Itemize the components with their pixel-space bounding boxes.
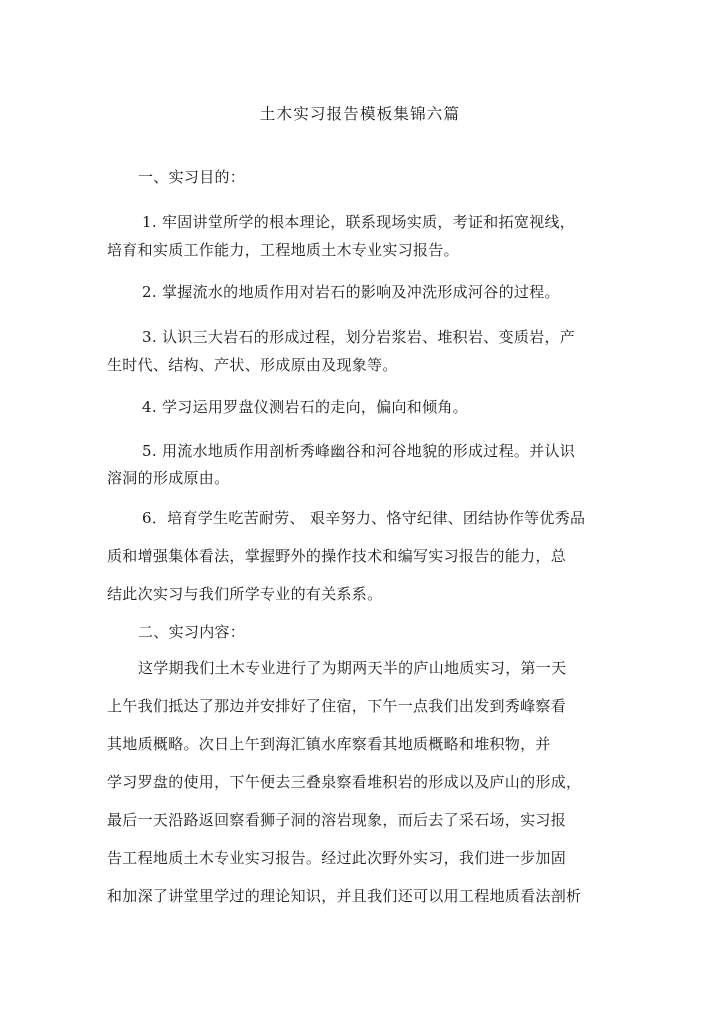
- purpose-2-line-1: 2. 掌握流水的地质作用对岩石的影响及冲洗形成河谷的过程。: [142, 283, 560, 301]
- purpose-5-line-2: 溶洞的形成原由。: [107, 469, 230, 487]
- purpose-3-line-2: 生时代、结构、产状、形成原由及现象等。: [107, 356, 398, 374]
- purpose-6-line-3: 结此次实习与我们所学专业的有关系系。: [107, 585, 383, 603]
- purpose-1-line-2: 培育和实质工作能力，工程地质土木专业实习报告。: [107, 241, 459, 259]
- section-heading-content: 二、实习内容：: [138, 623, 246, 641]
- content-line-5: 最后一天沿路返回察看狮子洞的溶岩现象，而后去了采石场，实习报: [107, 811, 567, 829]
- content-line-6: 告工程地质土木专业实习报告。经过此次野外实习，我们进一步加固: [107, 849, 567, 867]
- content-line-7: 和加深了讲堂里学过的理论知识，并且我们还可以用工程地质看法剖析: [107, 887, 582, 905]
- section-heading-purpose: 一、实习目的：: [138, 168, 246, 186]
- content-line-4: 学习罗盘的使用，下午便去三叠泉察看堆积岩的形成以及庐山的形成，: [107, 773, 582, 791]
- content-line-2: 上午我们抵达了那边并安排好了住宿，下午一点我们出发到秀峰察看: [107, 697, 567, 715]
- purpose-4-line-1: 4. 学习运用罗盘仪测岩石的走向，偏向和倾角。: [142, 398, 468, 416]
- purpose-6-line-1: 6．培育学生吃苦耐劳、 艰辛努力、恪守纪律、团结协作等优秀品: [142, 509, 586, 527]
- purpose-3-line-1: 3. 认识三大岩石的形成过程，划分岩浆岩、堆积岩、变质岩，产: [142, 328, 576, 346]
- content-line-3: 其地质概略。次日上午到海汇镇水库察看其地质概略和堆积物，并: [107, 735, 551, 753]
- content-line-1: 这学期我们土木专业进行了为期两天半的庐山地质实习，第一天: [138, 659, 567, 677]
- purpose-1-line-1: 1. 牢固讲堂所学的根本理论，联系现场实质，考证和拓宽视线，: [142, 213, 576, 231]
- purpose-6-line-2: 质和增强集体看法，掌握野外的操作技术和编写实习报告的能力，总: [107, 547, 567, 565]
- document-title: 土木实习报告模板集锦六篇: [259, 105, 461, 123]
- purpose-5-line-1: 5. 用流水地质作用剖析秀峰幽谷和河谷地貌的形成过程。并认识: [142, 442, 576, 460]
